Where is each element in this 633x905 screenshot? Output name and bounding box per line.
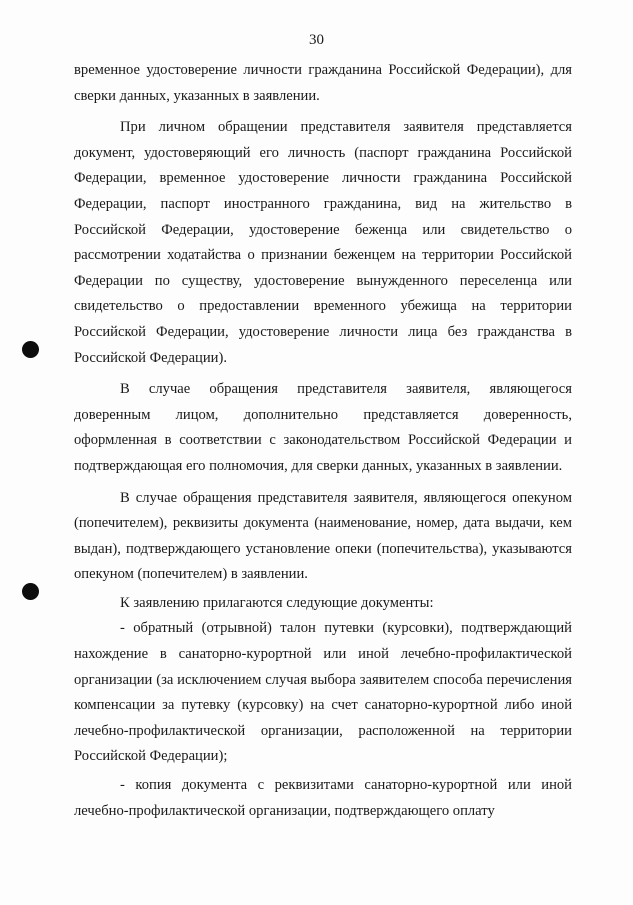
document-body xyxy=(74,58,572,824)
paragraph-continuation: временное удостоверение личности гражданина Российской Федерации), для сверки данных, указанных в заявлении. xyxy=(74,62,572,104)
punch-hole-mark xyxy=(22,583,39,600)
paragraph-guardian: В случае обращения представителя заявителя, являющегося опекуном (попечителем), реквизиты документа (наименование, номер, дата выдачи, кем выдан), подтверждающего установление опеки (попечительства), указываются опекуном (попечителем) в заявлении. xyxy=(74,489,572,583)
punch-hole-mark xyxy=(22,341,39,358)
paragraph-attached-documents-intro: К заявлению прилагаются следующие документы: xyxy=(120,594,434,611)
list-item-document-copy: - копия документа с реквизитами санаторно-курортной или иной лечебно-профилактической организации, подтверждающего оплату xyxy=(74,777,572,819)
list-item-return-coupon: - обратный (отрывной) талон путевки (курсовки), подтверждающий нахождение в санаторно-курортной или иной лечебно-профилактической организации (за исключением случая выбора заявителем способа перечисления компенсации за путевку (курсовку) на счет санаторно-курортной либо иной лечебно-профилактической организации, расположенной на территории Российской Федерации); xyxy=(74,620,572,765)
paragraph-trusted-person: В случае обращения представителя заявителя, являющегося доверенным лицом, дополнительно представляется доверенность, оформленная в соответствии с законодательством Российской Федерации и подтверждающая его полномочия, для сверки данных, указанных в заявлении. xyxy=(74,381,572,474)
page-number: 30 xyxy=(309,32,324,48)
paragraph-representative-identity: При личном обращении представителя заявителя представляется документ, удостоверяющий его личность (паспорт гражданина Российской Федерации, временное удостоверение личности гражданина Российской Федерации, паспорт иностранного гражданина, вид на жительство в Российской Федерации, удостоверение беженца или свидетельство о рассмотрении ходатайства о признании беженцем на территории Российской Федерации по существу, удостоверение вынужденного переселенца или свидетельство о предоставлении временного убежища на территории Российской Федерации, удостоверение личности лица без гражданства в Российской Федерации). xyxy=(74,119,572,366)
